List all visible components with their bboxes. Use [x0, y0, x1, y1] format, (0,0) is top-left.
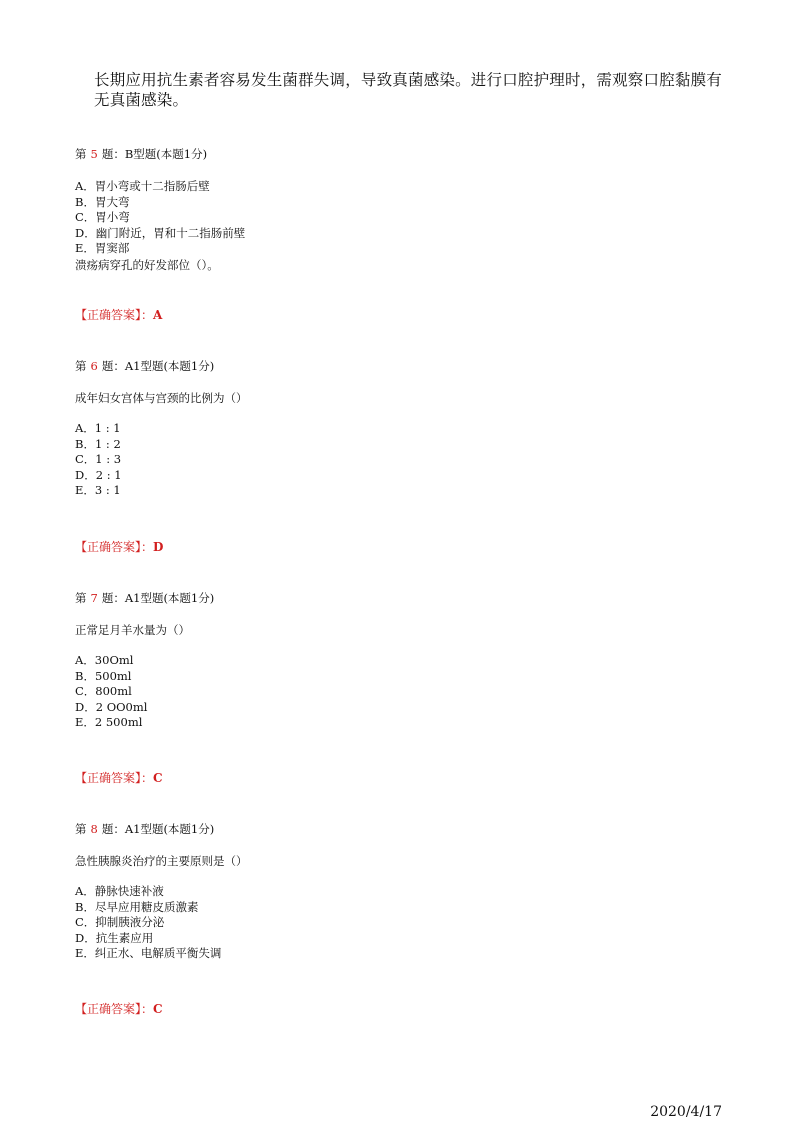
answer-value: C — [153, 771, 163, 785]
question-number: 5 — [90, 147, 98, 161]
option-d: D．2 OO0ml — [75, 699, 148, 714]
option-b: B．1 : 2 — [75, 436, 121, 451]
answer-7 — [75, 769, 163, 786]
option-a: A．30Oml — [75, 653, 134, 667]
option-e: E．胃窦部 — [75, 241, 130, 255]
option-c: C．1 : 3 — [75, 452, 122, 466]
answer-8 — [75, 1000, 163, 1017]
option-c: C．胃小弯 — [75, 210, 130, 224]
question-type: 题：B型题(本题1分) — [101, 147, 208, 161]
options-list — [75, 179, 725, 257]
options-list — [75, 421, 725, 499]
options-list — [75, 884, 725, 962]
question-prefix: 第 — [75, 147, 87, 161]
option-d: D．幽门附近，胃和十二指肠前壁 — [75, 225, 246, 240]
answer-value: C — [153, 1002, 163, 1016]
option-d: D．抗生素应用 — [75, 930, 154, 945]
question-stem: 正常足月羊水量为（） — [75, 623, 190, 637]
question-number: 7 — [90, 591, 98, 605]
question-stem: 成年妇女宫体与宫颈的比例为（） — [75, 391, 248, 405]
question-stem: 急性胰腺炎治疗的主要原则是（） — [75, 854, 248, 868]
question-8 — [75, 821, 725, 962]
question-header — [75, 590, 725, 606]
question-type: 题：A1型题(本题1分) — [101, 359, 215, 373]
answer-label: 【正确答案】： — [75, 771, 154, 785]
option-c: C．抑制胰液分泌 — [75, 915, 165, 929]
option-d: D．2 : 1 — [75, 467, 122, 482]
question-6 — [75, 358, 725, 499]
answer-value: A — [153, 308, 163, 322]
question-type: 题：A1型题(本题1分) — [101, 591, 215, 605]
question-prefix: 第 — [75, 822, 87, 836]
answer-label: 【正确答案】： — [75, 308, 154, 322]
question-stem: 溃疡病穿孔的好发部位（）。 — [75, 257, 219, 272]
answer-label: 【正确答案】： — [75, 540, 154, 554]
option-b: B．500ml — [75, 668, 132, 683]
question-header — [75, 821, 725, 837]
question-prefix: 第 — [75, 359, 87, 373]
option-e: E．纠正水、电解质平衡失调 — [75, 946, 222, 960]
question-prefix: 第 — [75, 591, 87, 605]
option-c: C．800ml — [75, 684, 132, 698]
option-a: A．静脉快速补液 — [75, 884, 164, 898]
option-b: B．胃大弯 — [75, 194, 130, 209]
answer-label: 【正确答案】： — [75, 1002, 154, 1016]
question-number: 8 — [90, 822, 98, 836]
option-a: A．1 : 1 — [75, 421, 121, 435]
question-number: 6 — [90, 359, 98, 373]
answer-5 — [75, 306, 162, 323]
answer-6 — [75, 538, 163, 555]
options-list — [75, 653, 725, 731]
option-e: E．2 500ml — [75, 715, 143, 729]
option-e: E．3 : 1 — [75, 483, 121, 497]
option-b: B．尽早应用糖皮质激素 — [75, 899, 199, 914]
footer-date: 2020/4/17 — [650, 1104, 722, 1120]
question-5 — [75, 146, 725, 273]
question-header — [75, 358, 725, 374]
answer-value: D — [153, 540, 164, 554]
intro-paragraph: 长期应用抗生素者容易发生菌群失调，导致真菌感染。进行口腔护理时，需观察口腔黏膜有无真菌感染。 — [94, 71, 723, 109]
question-7 — [75, 590, 725, 731]
question-type: 题：A1型题(本题1分) — [101, 822, 215, 836]
question-header — [75, 146, 725, 162]
option-a: A．胃小弯或十二指肠后壁 — [75, 179, 210, 193]
